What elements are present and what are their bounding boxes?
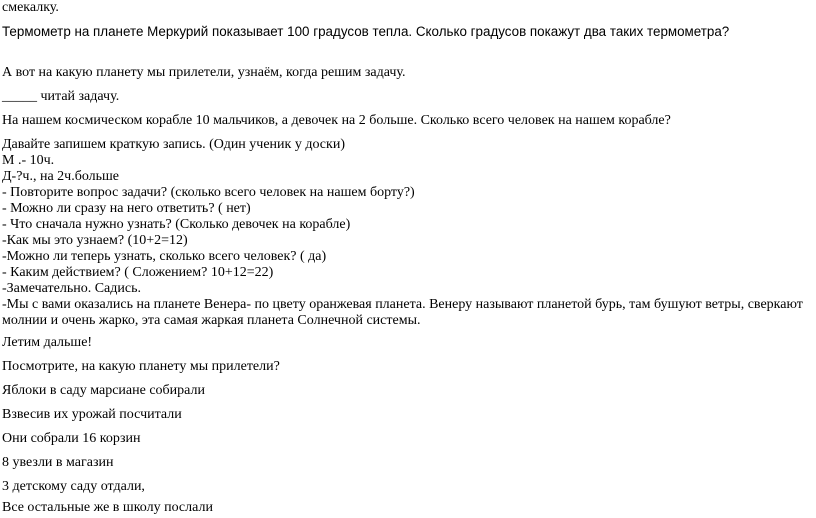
- dialog-line-2: - Можно ли сразу на него ответить? ( нет): [2, 201, 251, 216]
- poem-line-2: Взвесив их урожай посчитали: [2, 407, 182, 422]
- dialog-line-4: -Как мы это узнаем? (10+2=12): [2, 233, 188, 248]
- boys-record: М .- 10ч.: [2, 153, 55, 168]
- next-planet-question: Посмотрите, на какую планету мы прилетели?: [2, 359, 280, 374]
- girls-record: Д-?ч., на 2ч.больше: [2, 169, 120, 184]
- dialog-line-7: -Замечательно. Садись.: [2, 281, 141, 296]
- dialog-line-1: - Повторите вопрос задачи? (сколько всего человек на нашем борту?): [2, 185, 415, 200]
- poem-line-1: Яблоки в саду марсиане собирали: [2, 383, 205, 398]
- planet-intro-text: А вот на какую планету мы прилетели, узнаём, когда решим задачу.: [2, 65, 406, 80]
- dialog-line-6: - Каким действием? ( Сложением? 10+12=22): [2, 265, 274, 280]
- dialog-line-5: -Можно ли теперь узнать, сколько всего человек? ( да): [2, 249, 327, 264]
- poem-line-3: Они собрали 16 корзин: [2, 431, 141, 446]
- text-line-intro-end: смекалку.: [2, 0, 59, 15]
- dialog-line-3: - Что сначала нужно узнать? (Сколько девочек на корабле): [2, 217, 351, 232]
- venus-paragraph: -Мы с вами оказались на планете Венера- по цвету оранжевая планета. Венеру называют планетой бурь, там бушуют ветры, сверкают молнии и очень жарко, эта самая жаркая планета Солнечной системы.: [2, 297, 803, 328]
- poem-line-6: Все остальные же в школу послали: [2, 500, 213, 515]
- read-task-text: _____ читай задачу.: [2, 89, 120, 104]
- spaceship-problem: На нашем космическом корабле 10 мальчиков, а девочек на 2 больше. Сколько всего человек на нашем корабле?: [2, 113, 671, 128]
- thermometer-problem: Термометр на планете Меркурий показывает 100 градусов тепла. Сколько градусов покажут два таких термометра?: [2, 24, 730, 39]
- poem-line-5: 3 детскому саду отдали,: [2, 479, 145, 494]
- poem-line-4: 8 увезли в магазин: [2, 455, 114, 470]
- short-record-text: Давайте запишем краткую запись. (Один ученик у доски): [2, 137, 345, 152]
- fly-further-text: Летим дальше!: [2, 335, 93, 350]
